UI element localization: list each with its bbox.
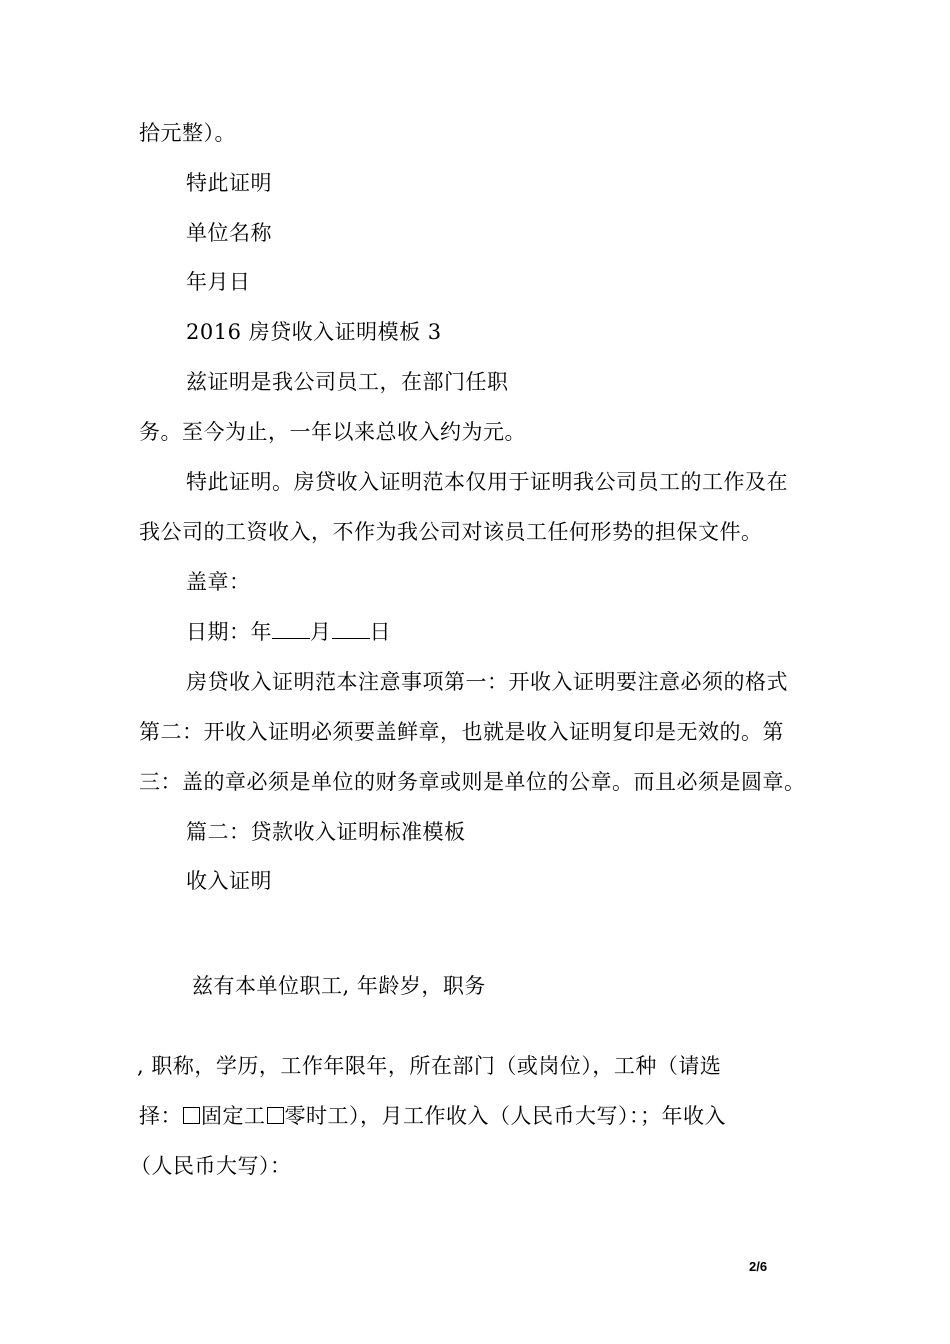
certificate-title: 收入证明 [186,869,272,893]
text-line: 拾元整）。 [139,121,236,145]
income-text: 零时工），月工作收入（人民币大写）：；年收入 [284,1104,726,1128]
text-line: 房贷收入证明范本注意事项第一：开收入证明要注意必须的格式 [186,670,788,694]
text-line: 三：盖的章必须是单位的财务章或则是单位的公章。而且必须是圆章。 [139,770,806,794]
day-blank [332,620,370,639]
month-blank [272,620,310,639]
text-line: 年月日 [186,270,251,294]
select-label: 择： [139,1104,182,1128]
text-line: 兹证明是我公司员工，在部门任职 [186,370,509,394]
date-label: 日期：年 [186,620,272,644]
text-line: 务。至今为止，一年以来总收入约为元。 [139,420,526,444]
text-line: 特此证明。房贷收入证明范本仅用于证明我公司员工的工作及在 [186,470,788,494]
temporary-worker-checkbox[interactable] [267,1107,284,1124]
employment-type-line [139,1102,726,1130]
page-number: 2/6 [749,1259,768,1274]
text-line: 第二：开收入证明必须要盖鲜章，也就是收入证明复印是无效的。第 [139,720,784,744]
section-heading: 篇二：贷款收入证明标准模板 [186,820,466,844]
text-line: 单位名称 [186,221,272,245]
date-line [186,618,391,646]
text-line: , 职称，学历，工作年限年，所在部门（或岗位），工种（请选 [137,1054,722,1078]
day-label: 日 [369,620,391,644]
section-heading: 2016 房贷收入证明模板 3 [186,320,442,344]
text-line: 特此证明 [186,171,272,195]
fixed-worker-label: 固定工 [201,1104,266,1128]
text-line: （人民币大写）： [130,1154,292,1178]
fixed-worker-checkbox[interactable] [183,1107,200,1124]
text-line: 兹有本单位职工, 年龄岁，职务 [192,974,486,998]
text-line: 盖章： [186,570,251,594]
month-label: 月 [310,620,332,644]
text-line: 我公司的工资收入，不作为我公司对该员工任何形势的担保文件。 [139,520,763,544]
